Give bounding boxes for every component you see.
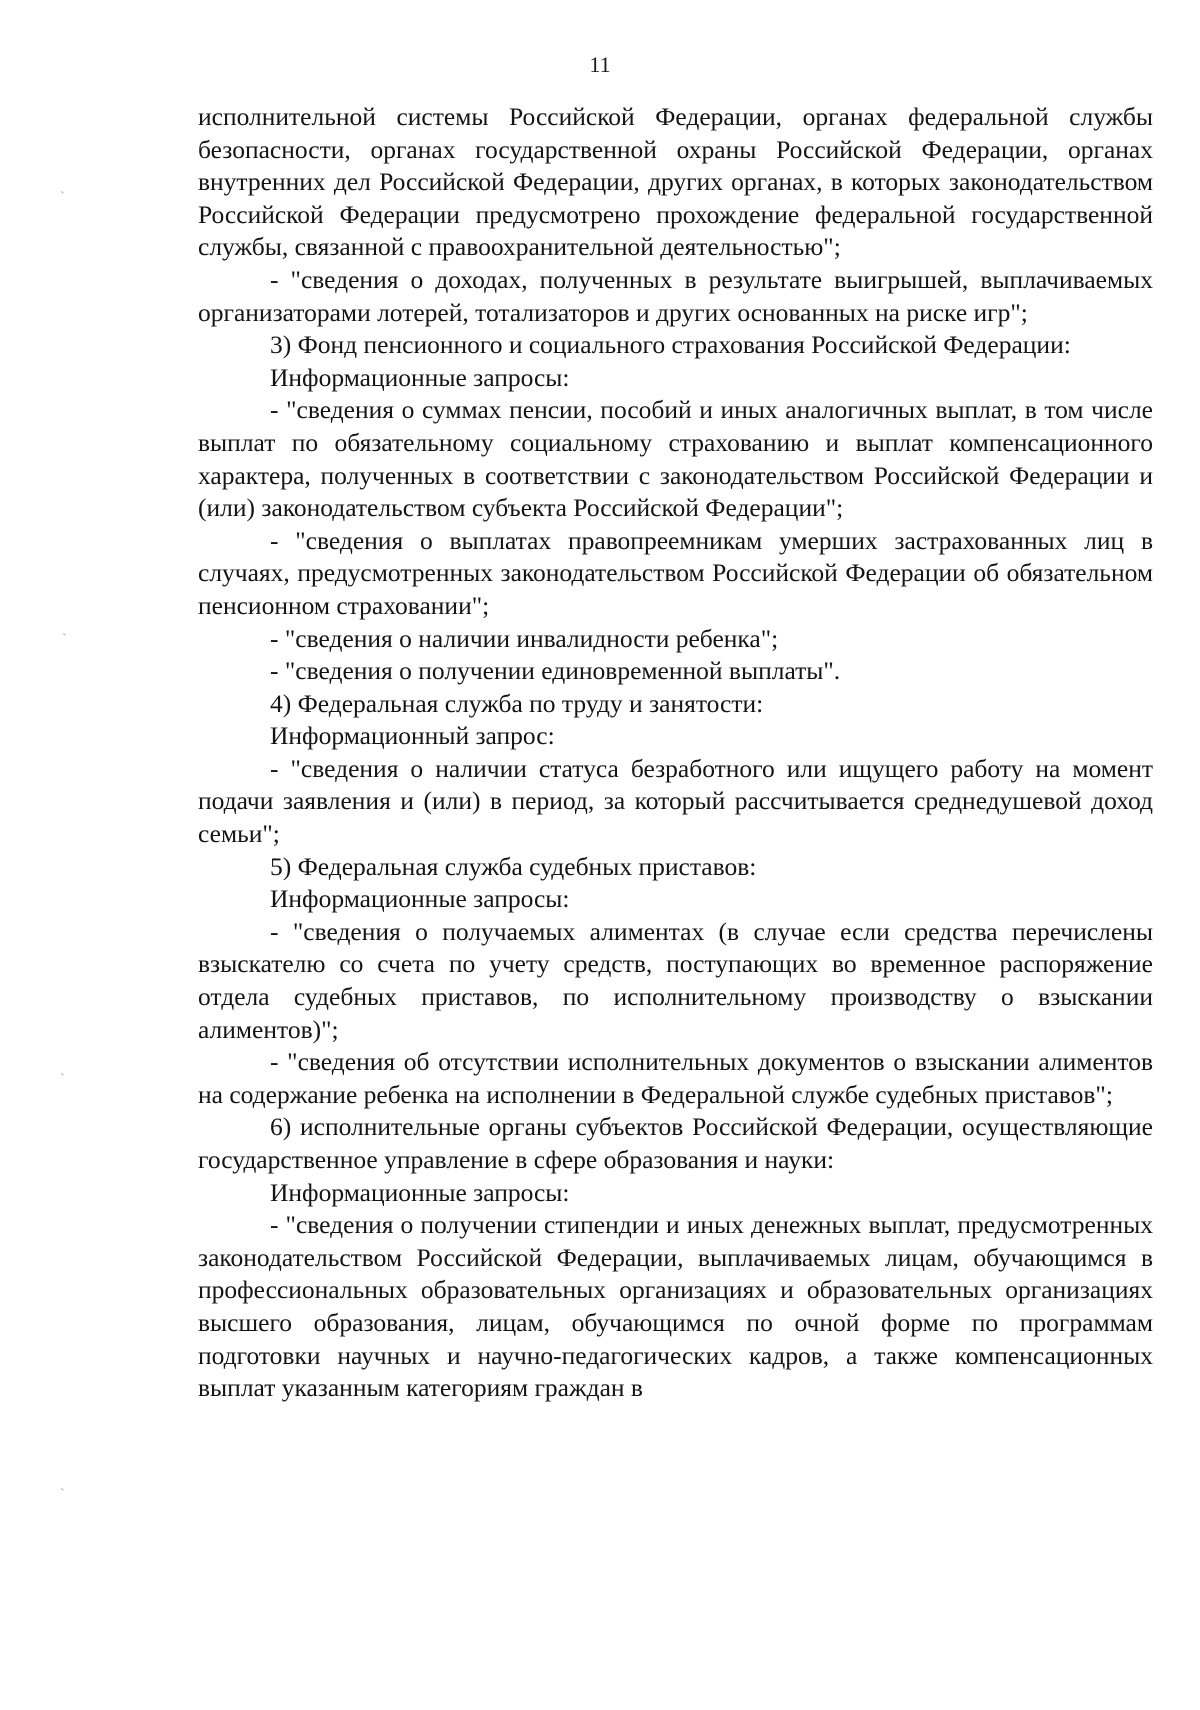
paragraph-alimony-absence: - "сведения об отсутствии исполнительных документов о взыскании алиментов на содержание ребенка на исполнении в Федеральной службе судебных приставов"; <box>198 1047 1153 1109</box>
paragraph-pension-amounts: - "сведения о суммах пенсии, пособий и иных аналогичных выплат, в том числе выплат по обязательному социальному страхованию и выплат компенсационного характера, полученных в соответствии с законодательством Российской Федерации и (или) законодательством субъекта Российской Федерации"; <box>198 395 1153 523</box>
paragraph-labor-service-heading: 4) Федеральная служба по труду и занятости: <box>270 688 764 718</box>
paragraph-lottery-winnings: - "сведения о доходах, полученных в результате выигрышей, выплачиваемых организаторами лотерей, тотализаторов и других основанных на риске игр"; <box>198 264 1153 327</box>
scan-speck: ˋ <box>60 190 65 205</box>
paragraph-education-authorities-heading: 6) исполнительные органы субъектов Российской Федерации, осуществляющие государственное управление в сфере образования и науки: <box>198 1112 1153 1174</box>
paragraph-unemployment-status: - "сведения о наличии статуса безработного или ищущего работу на момент подачи заявления и (или) в период, за который рассчитывается среднедушевой доход семьи"; <box>198 753 1153 849</box>
paragraph-requests-label: Информационные запросы: <box>270 884 570 914</box>
paragraph-bailiffs-heading: 5) Федеральная служба судебных приставов: <box>270 851 757 881</box>
paragraph-requests-label: Информационные запросы: <box>270 362 570 392</box>
paragraph-child-disability: - "сведения о наличии инвалидности ребенка"; <box>270 623 779 653</box>
paragraph-requests-label: Информационные запросы: <box>270 1177 570 1207</box>
scan-speck: ˋ <box>60 1487 65 1502</box>
paragraph-successor-payments: - "сведения о выплатах правопреемникам умерших застрахованных лиц в случаях, предусмотренных законодательством Российской Федерации об обязательном пенсионном страховании"; <box>198 525 1153 620</box>
paragraph-alimony-received: - "сведения о получаемых алиментах (в случае если средства перечислены взыскателю со счета по учету средств, поступающих во временное распоряжение отдела судебных приставов, по исполнительному производству о взыскании алиментов)"; <box>198 916 1153 1044</box>
document-body <box>198 101 1153 1405</box>
paragraph-request-label: Информационный запрос: <box>270 721 555 751</box>
paragraph-continuation: исполнительной системы Российской Федерации, органах федеральной службы безопасности, органах государственной охраны Российской Федерации, органах внутренних дел Российской Федерации, других органах, в которых законодательством Российской Федерации предусмотрено прохождение федеральной государственной службы, связанной с правоохранительной деятельностью"; <box>198 102 1153 262</box>
page-number: 11 <box>589 52 611 77</box>
paragraph-scholarships: - "сведения о получении стипендии и иных денежных выплат, предусмотренных законодательством Российской Федерации, выплачиваемых лицам, обучающимся в профессиональных образовательных организациях и образовательных организациях высшего образования, лицам, обучающимся по очной форме по программам подготовки научных и научно-педагогических кадров, а также компенсационных выплат указанным категориям граждан в <box>198 1210 1153 1403</box>
scan-speck: ˋ <box>62 632 67 647</box>
scan-speck: ˋ <box>60 1072 65 1087</box>
paragraph-pension-fund-heading: 3) Фонд пенсионного и социального страхования Российской Федерации: <box>270 330 1071 360</box>
paragraph-lump-sum: - "сведения о получении единовременной выплаты". <box>270 656 841 686</box>
